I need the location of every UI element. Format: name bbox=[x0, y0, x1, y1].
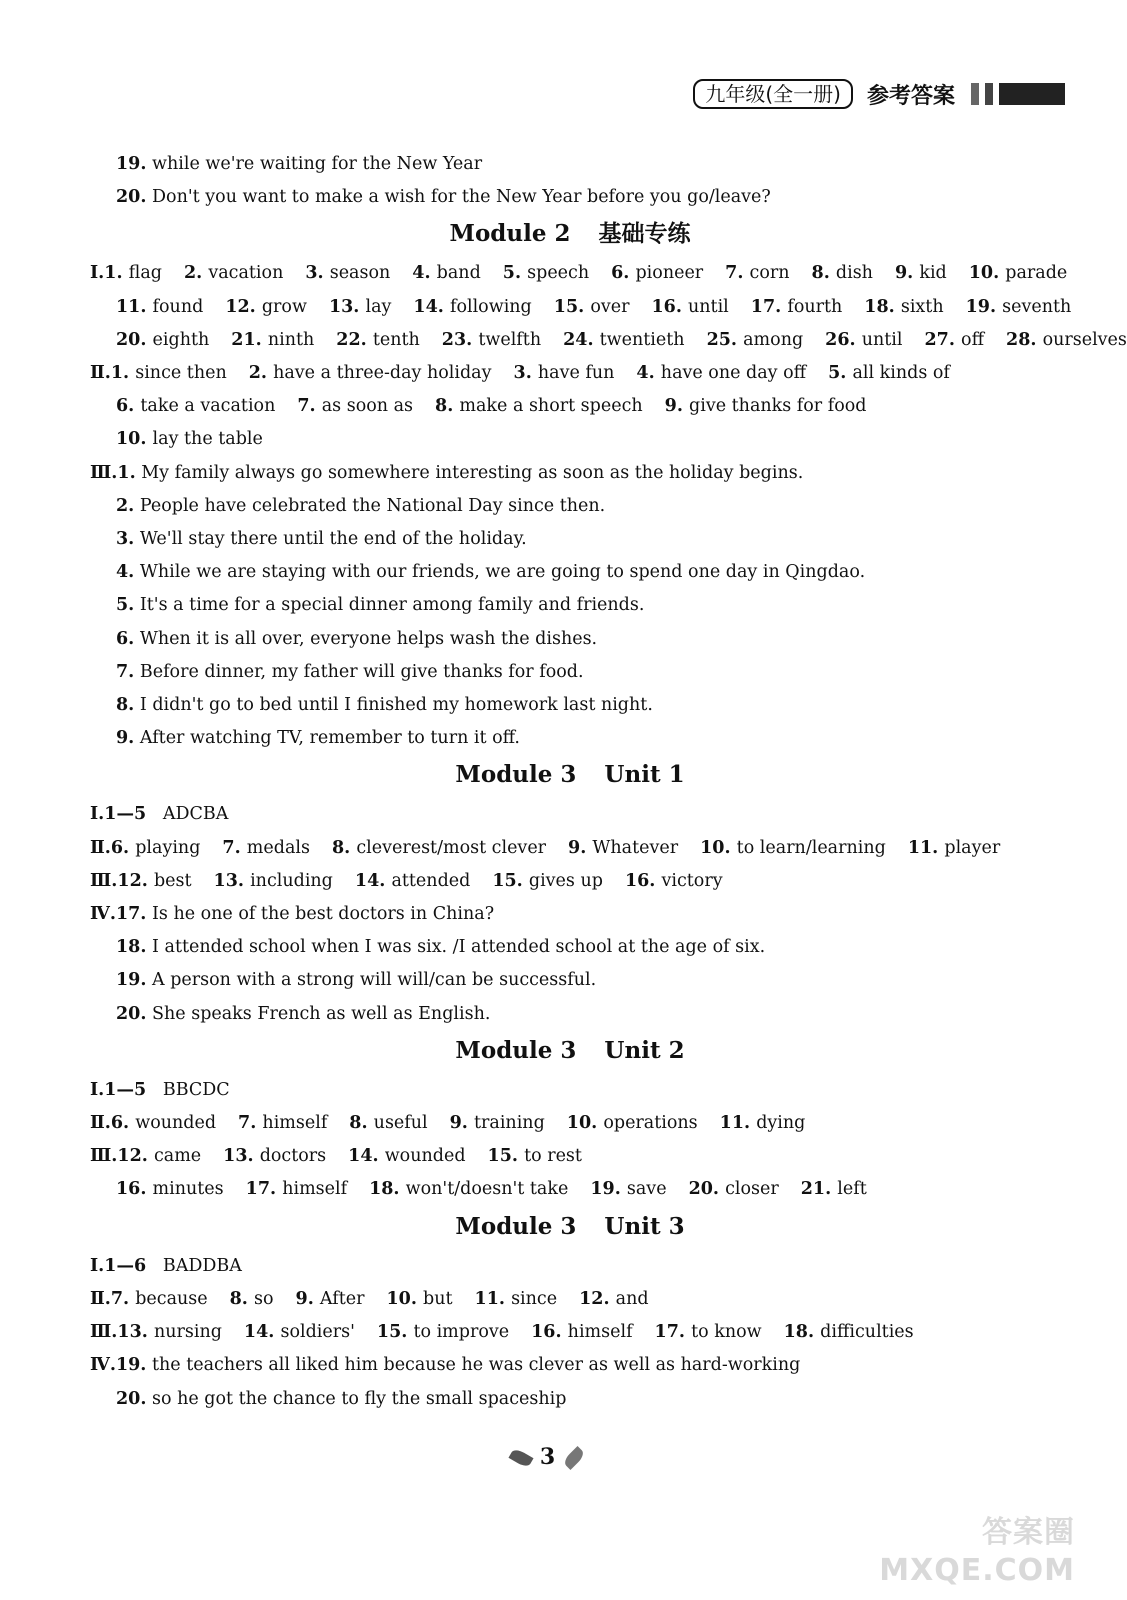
answer-item: 23. twelfth bbox=[441, 329, 542, 350]
answer-line bbox=[90, 423, 1050, 456]
section-title: Module 3 Unit 2 bbox=[455, 1036, 685, 1064]
answer-item: 4. have one day off bbox=[636, 363, 807, 384]
answer-item: 9. kid bbox=[894, 263, 947, 284]
answer-line: 20. She speaks French as well as English. bbox=[116, 1003, 491, 1024]
answer-item: 11. dying bbox=[719, 1113, 806, 1134]
answer-line: 20. Don't you want to make a wish for the New Year before you go/leave? bbox=[116, 187, 771, 208]
answer-item: 16. until bbox=[651, 296, 729, 317]
answer-item: 14. soldiers' bbox=[243, 1322, 355, 1343]
answer-item: 19. save bbox=[590, 1179, 667, 1200]
answer-item: 2. vacation bbox=[183, 263, 284, 284]
answer-line: 9. After watching TV, remember to turn it off. bbox=[116, 728, 520, 749]
answer-item: 6. take a vacation bbox=[116, 396, 276, 417]
answer-line: 19. while we're waiting for the New Year bbox=[116, 154, 483, 174]
answer-item: 18. won't/doesn't take bbox=[369, 1179, 569, 1200]
answer-item: 14. attended bbox=[354, 870, 471, 891]
answer-item: 14. wounded bbox=[348, 1146, 466, 1167]
grade-label: 九年级(全一册) bbox=[693, 79, 853, 109]
answer-item: 17. himself bbox=[245, 1179, 348, 1200]
answer-line: Ⅱ.6. playing 7. medals 8. cleverest/most clever 9. Whatever 10. to learn/learning 11. player bbox=[90, 837, 1001, 858]
header-decoration bbox=[999, 83, 1065, 105]
answer-item: 8. dish bbox=[811, 263, 873, 284]
answer-item: 11. since bbox=[474, 1288, 558, 1309]
header-decoration bbox=[985, 83, 993, 105]
answer-item: 28. ourselves bbox=[1006, 329, 1127, 350]
answer-item: 1. since then bbox=[110, 363, 227, 384]
answer-item: 3. have fun bbox=[513, 363, 615, 384]
answer-item: 16. himself bbox=[531, 1322, 633, 1343]
answer-line: Ⅰ.1—6 BADDBA bbox=[90, 1255, 242, 1276]
answer-item: 25. among bbox=[706, 329, 804, 350]
answer-item: 12. grow bbox=[225, 296, 307, 317]
answer-item: 12. and bbox=[579, 1288, 649, 1309]
answer-line bbox=[90, 324, 1127, 357]
section-title: Module 3 Unit 3 bbox=[455, 1212, 685, 1240]
page-footer bbox=[0, 1444, 1095, 1470]
answer-item: 5. all kinds of bbox=[828, 363, 950, 384]
answer-item: 13. nursing bbox=[117, 1322, 222, 1343]
answer-item: 3. season bbox=[305, 263, 391, 284]
answer-line bbox=[90, 1173, 1050, 1206]
answer-item: 15. gives up bbox=[492, 870, 603, 891]
answer-item: 10. operations bbox=[566, 1113, 698, 1134]
answer-item: 18. difficulties bbox=[783, 1322, 914, 1343]
answer-line: Ⅰ.1—5 BBCDC bbox=[90, 1079, 230, 1100]
answer-item: 17. fourth bbox=[750, 296, 843, 317]
answer-line: 8. I didn't go to bed until I finished my homework last night. bbox=[116, 695, 653, 716]
answer-line: Ⅰ.1—5 ADCBA bbox=[90, 804, 229, 825]
answer-line: 7. Before dinner, my father will give thanks for food. bbox=[116, 661, 584, 682]
answer-line: 6. When it is all over, everyone helps wash the dishes. bbox=[116, 628, 598, 649]
answer-item: 6. wounded bbox=[110, 1113, 217, 1134]
answer-item: 8. so bbox=[229, 1288, 274, 1309]
answer-item: 19. seventh bbox=[965, 296, 1072, 317]
answer-line: Ⅳ.19. the teachers all liked him because he was clever as well as hard-working bbox=[90, 1355, 801, 1376]
answer-item: 1. flag bbox=[104, 263, 162, 284]
answer-item: 11. player bbox=[907, 837, 1001, 858]
answer-item: 10. to learn/learning bbox=[700, 837, 886, 858]
answer-line: Ⅲ.13. nursing 14. soldiers' 15. to improve 16. himself 17. to know 18. difficulties bbox=[90, 1322, 914, 1343]
answer-item: 21. ninth bbox=[231, 329, 315, 350]
section-title: Module 2 基础专练 bbox=[449, 220, 691, 248]
answer-line: 5. It's a time for a special dinner among family and friends. bbox=[116, 595, 645, 616]
answer-line: Ⅲ.1. My family always go somewhere interesting as soon as the holiday begins. bbox=[90, 462, 804, 483]
answer-item: 15. over bbox=[553, 296, 630, 317]
answers-title: 参考答案 bbox=[866, 83, 955, 109]
answer-item: 12. best bbox=[117, 870, 192, 891]
answer-line: Ⅰ.1. flag 2. vacation 3. season 4. band 5. speech 6. pioneer 7. corn 8. dish 9. kid 10. parade bbox=[90, 263, 1068, 284]
answer-item: 8. cleverest/most clever bbox=[331, 837, 547, 858]
answer-item: 7. as soon as bbox=[297, 396, 414, 417]
answer-item: 24. twentieth bbox=[563, 329, 685, 350]
answer-item: 7. medals bbox=[222, 837, 310, 858]
answer-item: 11. found bbox=[116, 296, 204, 317]
answer-item: 9. give thanks for food bbox=[664, 396, 867, 417]
watermark: 答案圈 MXQE.COM bbox=[879, 1515, 1075, 1588]
answer-item: 8. make a short speech bbox=[435, 396, 643, 417]
answer-item: 12. came bbox=[117, 1146, 202, 1167]
answer-item: 5. speech bbox=[502, 263, 590, 284]
answer-item: 7. himself bbox=[238, 1113, 328, 1134]
answer-item: 16. minutes bbox=[116, 1179, 224, 1200]
answer-item: 15. to rest bbox=[487, 1146, 582, 1167]
answer-item: 7. corn bbox=[725, 263, 790, 284]
answer-line: 19. A person with a strong will will/can be successful. bbox=[116, 970, 597, 991]
answer-item: 8. useful bbox=[349, 1113, 428, 1134]
answer-item: 20. eighth bbox=[116, 329, 210, 350]
answer-item: 16. victory bbox=[624, 870, 723, 891]
answer-item: 14. following bbox=[413, 296, 532, 317]
answer-line: Ⅲ.12. came 13. doctors 14. wounded 15. to rest bbox=[90, 1146, 582, 1167]
answer-item: 15. to improve bbox=[376, 1322, 510, 1343]
answer-item: 21. left bbox=[800, 1179, 867, 1200]
answer-item: 27. off bbox=[924, 329, 985, 350]
answer-line: 2. People have celebrated the National Day since then. bbox=[116, 495, 606, 516]
answer-item: 10. lay the table bbox=[116, 429, 263, 450]
answer-item: 10. parade bbox=[968, 263, 1068, 284]
answer-item: 22. tenth bbox=[336, 329, 420, 350]
answer-item: 13. lay bbox=[328, 296, 392, 317]
answer-item: 6. pioneer bbox=[611, 263, 704, 284]
page-header bbox=[693, 78, 1065, 110]
answer-item: 10. but bbox=[386, 1288, 453, 1309]
answer-item: 7. because bbox=[110, 1288, 208, 1309]
answer-line: 3. We'll stay there until the end of the holiday. bbox=[116, 529, 527, 550]
answer-item: 13. including bbox=[213, 870, 333, 891]
answer-line bbox=[90, 291, 1072, 324]
leaf-icon bbox=[508, 1447, 533, 1468]
answer-item: 4. band bbox=[412, 263, 481, 284]
answer-item: 9. Whatever bbox=[568, 837, 679, 858]
answer-line: Ⅱ.1. since then 2. have a three-day holiday 3. have fun 4. have one day off 5. all kinds of bbox=[90, 363, 950, 384]
answer-line: Ⅱ.6. wounded 7. himself 8. useful 9. training 10. operations 11. dying bbox=[90, 1113, 806, 1134]
answer-item: 2. have a three-day holiday bbox=[248, 363, 492, 384]
answer-line: 18. I attended school when I was six. /I attended school at the age of six. bbox=[116, 937, 766, 958]
answer-item: 26. until bbox=[825, 329, 903, 350]
answer-line: Ⅱ.7. because 8. so 9. After 10. but 11. since 12. and bbox=[90, 1288, 649, 1309]
leaf-icon bbox=[562, 1446, 586, 1470]
header-decoration bbox=[971, 83, 979, 105]
answer-line: Ⅲ.12. best 13. including 14. attended 15. gives up 16. victory bbox=[90, 870, 723, 891]
page-number: 3 bbox=[539, 1444, 556, 1470]
answer-item: 20. closer bbox=[688, 1179, 779, 1200]
answer-line: Ⅳ.17. Is he one of the best doctors in China? bbox=[90, 904, 495, 925]
answer-line: 20. so he got the chance to fly the small spaceship bbox=[116, 1388, 567, 1409]
answer-item: 17. to know bbox=[654, 1322, 762, 1343]
answer-line bbox=[90, 390, 1050, 423]
answer-item: 13. doctors bbox=[223, 1146, 327, 1167]
answer-content bbox=[90, 148, 1127, 1416]
section-title: Module 3 Unit 1 bbox=[455, 761, 685, 789]
answer-item: 18. sixth bbox=[864, 296, 944, 317]
answer-line: 4. While we are staying with our friends, we are going to spend one day in Qingdao. bbox=[116, 562, 866, 583]
answer-item: 9. training bbox=[449, 1113, 545, 1134]
answer-item: 6. playing bbox=[110, 837, 201, 858]
answer-item: 9. After bbox=[295, 1288, 365, 1309]
